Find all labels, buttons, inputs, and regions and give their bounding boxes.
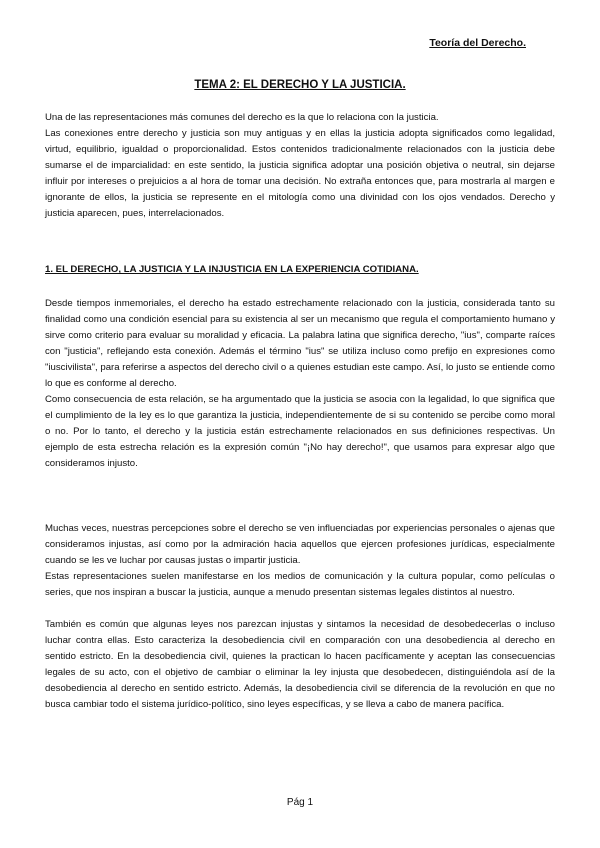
body-paragraph-3: Muchas veces, nuestras percepciones sobre el derecho se ven influenciadas por experiencias personales o ajenas que consideramos injustas, así como por la admiración hacia aquellos que ejercen profesiones jurídicas, especialmente cuando se les ve luchar por causas justas o impartir justicia. bbox=[45, 523, 555, 567]
section-heading: 1. EL DERECHO, LA JUSTICIA Y LA INJUSTICIA EN LA EXPERIENCIA COTIDIANA. bbox=[45, 264, 419, 275]
body-paragraph-1: Desde tiempos inmemoriales, el derecho ha estado estrechamente relacionado con la justicia, considerada tanto su finalidad como una condición esencial para su existencia al ser un mecanismo que regula el comportamiento humano y sirve como criterio para evaluar su moralidad y eficacia. La palabra latina que significa derecho, "ius", comparte raíces con "justicia", reflejando esta conexión. Además el término "ius" se utiliza incluso como prefijo en expresiones como "iuscivilista", para referirse a aspectos del derecho civil o a quienes estudian este campo. Así, lo justo se entiende como lo que es conforme al derecho. bbox=[45, 298, 555, 390]
body-paragraph-2: Como consecuencia de esta relación, se ha argumentado que la justicia se asocia con la legalidad, lo que significa que el cumplimiento de la ley es lo que garantiza la justicia, independientemente de si su contenido se percibe como moral o no. Por lo tanto, el derecho y la justicia están estrechamente relacionados en sus definiciones respectivas. Un ejemplo de esta estrecha relación es la expresión común "¡No hay derecho!", que usamos para expresar algo que consideramos injusto. bbox=[45, 394, 555, 470]
page-number: Pág 1 bbox=[286, 797, 314, 808]
body-paragraph-4: Estas representaciones suelen manifestarse en los medios de comunicación y la cultura popular, como películas o series, que nos inspiran a buscar la justicia, aunque a menudo presentan sistemas legales distintos al nuestro. bbox=[45, 571, 555, 599]
document-title: TEMA 2: EL DERECHO Y LA JUSTICIA. bbox=[194, 79, 406, 91]
running-header: Teoría del Derecho. bbox=[429, 37, 526, 49]
intro-paragraph-2: Las conexiones entre derecho y justicia son muy antiguas y en ellas la justicia adopta significados como legalidad, virtud, equilibrio, igualdad o proporcionalidad. Estos contenidos tradicionalmente relacionados con la justicia debe sumarse el de imparcialidad: en este sentido, la justicia significa adoptar una posición objetiva o neutral, sin dejarse influir por intereses o prejuicios a al hora de tomar una decisión. No extraña entonces que, para mostrarla al margen e ignorante de ellos, la justicia se represente en el mitología como una divinidad con los ojos vendados. Derecho y justicia aparecen, pues, interrelacionados. bbox=[45, 128, 555, 220]
body-paragraph-5: También es común que algunas leyes nos parezcan injustas y sintamos la necesidad de desobedecerlas o incluso luchar contra ellas. Esto caracteriza la desobediencia civil en comparación con una desobediencia al derecho en sentido estricto. En la desobediencia civil, quienes la practican lo hacen pacíficamente y aceptan las consecuencias legales de su acto, con el objetivo de cambiar o eliminar la ley injusta que desobedecen, distinguiéndola así de la desobediencia al derecho en sentido estricto. Además, la desobediencia civil se diferencia de la revolución en que no busca cambiar todo el sistema jurídico-político, sino leyes específicas, y se lleva a cabo de manera pacífica. bbox=[45, 619, 555, 711]
intro-paragraph-1: Una de las representaciones más comunes del derecho es la que lo relaciona con la justicia. bbox=[45, 112, 439, 123]
